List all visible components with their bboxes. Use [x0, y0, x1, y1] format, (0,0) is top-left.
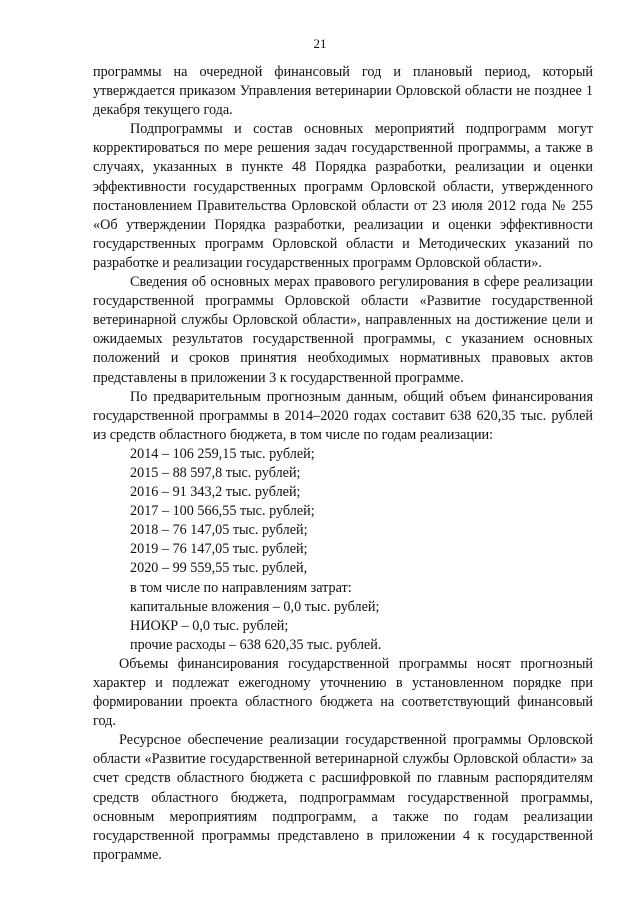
list-item: 2020 – 99 559,55 тыс. рублей,	[130, 560, 308, 577]
list-item: 2018 – 76 147,05 тыс. рублей;	[130, 522, 308, 539]
list-item: 2017 – 100 566,55 тыс. рублей;	[130, 503, 315, 520]
paragraph-subprograms: Подпрограммы и состав основных мероприятий подпрограмм могут корректироваться по мере решения задач государственной программы, а также в случаях, указанных в пункте 48 Порядка разработки, реализации и оценки эффективности государственных программ Орловской области, утвержденного постановлением Правительства Орловской области от 23 июля 2012 года № 255 «Об утверждении Порядка разработки, реализации и оценки эффективности государственных программ Орловской области и Методических указаний по разработке и реализации государственных программ Орловской области».	[93, 121, 593, 271]
funding-by-year-list	[93, 445, 593, 655]
paragraph-resource-provision: Ресурсное обеспечение реализации государственной программы Орловской области «Развитие государственной ветеринарной службы Орловской области» за счет средств областного бюджета с расшифровкой по главным распорядителям средств областного бюджета, подпрограммам государственной программы, основным мероприятиям подпрограмм, а также по годам реализации государственной программы представлено в приложении 4 к государственной программе.	[93, 732, 593, 863]
paragraph-funding-volume: По предварительным прогнозным данным, общий объем финансирования государственной программы в 2014–2020 годах составит 638 620,35 тыс. рублей из средств областного бюджета, в том числе по годам реализации:	[93, 388, 593, 443]
list-item: 2019 – 76 147,05 тыс. рублей;	[130, 541, 308, 558]
list-item: в том числе по направлениям затрат:	[130, 579, 352, 596]
list-item: НИОКР – 0,0 тыс. рублей;	[130, 617, 289, 634]
list-item: 2015 – 88 597,8 тыс. рублей;	[130, 464, 301, 481]
paragraph-forecast-nature: Объемы финансирования государственной программы носят прогнозный характер и подлежат ежегодному уточнению в установленном порядке при формировании проекта областного бюджета на соответствующий финансовый год.	[93, 655, 593, 730]
list-item: 2016 – 91 343,2 тыс. рублей;	[130, 484, 301, 501]
paragraph-program-approval: программы на очередной финансовый год и плановый период, который утверждается приказом Управления ветеринарии Орловской области не позднее 1 декабря текущего года.	[93, 64, 593, 119]
document-body	[93, 63, 593, 865]
page-number: 21	[313, 36, 327, 51]
list-item: прочие расходы – 638 620,35 тыс. рублей.	[130, 636, 382, 653]
paragraph-legal-regulation: Сведения об основных мерах правового регулирования в сфере реализации государственной программы Орловской области «Развитие государственной ветеринарной службы Орловской области», направленных на достижение цели и ожидаемых результатов государственной программы, с указанием основных положений и сроков принятия необходимых нормативных правовых актов представлены в приложении 3 к государственной программе.	[93, 274, 593, 386]
list-item: 2014 – 106 259,15 тыс. рублей;	[130, 445, 315, 462]
list-item: капитальные вложения – 0,0 тыс. рублей;	[130, 598, 380, 615]
